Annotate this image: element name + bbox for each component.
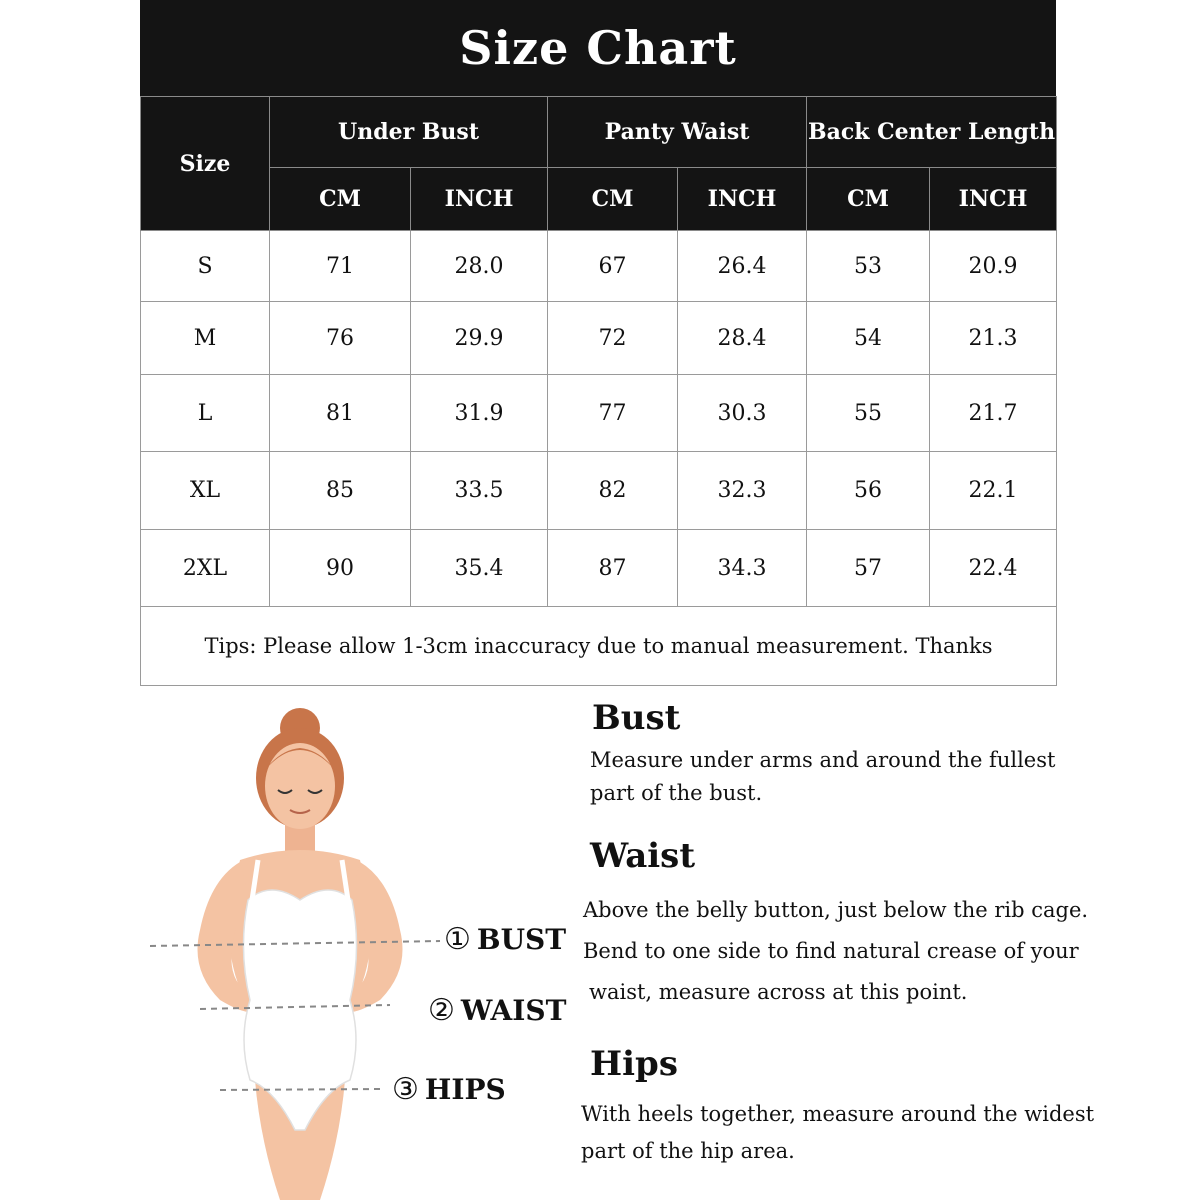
instruction-line: With heels together, measure around the widest	[581, 1102, 1095, 1126]
table-cell: 22.4	[930, 530, 1057, 607]
table-cell: 35.4	[411, 530, 548, 607]
waist-instructions	[583, 900, 1088, 1003]
table-cell: 57	[807, 530, 930, 607]
face	[265, 743, 335, 829]
waist-number: ②	[428, 993, 455, 1028]
group-header-panty-waist: Panty Waist	[548, 97, 807, 168]
table-row	[141, 452, 1057, 530]
size-cell: M	[141, 302, 270, 375]
table-cell: 56	[807, 452, 930, 530]
hips-label-text: HIPS	[424, 1073, 506, 1106]
instruction-line: part of the hip area.	[581, 1139, 795, 1163]
waist-label-text: WAIST	[460, 994, 567, 1027]
table-cell: 20.9	[930, 231, 1057, 302]
waist-title: Waist	[590, 836, 696, 876]
table-cell: 87	[548, 530, 678, 607]
table-cell: 82	[548, 452, 678, 530]
unit-header: CM	[548, 168, 678, 231]
woman-figure-icon	[140, 700, 460, 1200]
bust-instructions	[590, 750, 1055, 804]
table-row	[141, 375, 1057, 452]
table-cell: 85	[270, 452, 411, 530]
table-row	[141, 231, 1057, 302]
tips-row	[141, 607, 1057, 686]
hips-instructions	[581, 1104, 1094, 1162]
table-cell: 32.3	[678, 452, 807, 530]
table-cell: 90	[270, 530, 411, 607]
hips-number: ③	[392, 1072, 419, 1107]
table-cell: 28.4	[678, 302, 807, 375]
table-cell: 55	[807, 375, 930, 452]
table-cell: 22.1	[930, 452, 1057, 530]
instruction-line: waist, measure across at this point.	[589, 980, 968, 1004]
table-cell: 81	[270, 375, 411, 452]
unit-header: CM	[807, 168, 930, 231]
instruction-line: Above the belly button, just below the rib cage.	[583, 898, 1089, 922]
table-cell: 30.3	[678, 375, 807, 452]
table-cell: 72	[548, 302, 678, 375]
instruction-line: Bend to one side to find natural crease of your	[583, 939, 1079, 963]
table-cell: 21.3	[930, 302, 1057, 375]
chart-title: Size Chart	[140, 0, 1056, 96]
table-row	[141, 302, 1057, 375]
bust-label-text: BUST	[476, 923, 567, 956]
instruction-line: part of the bust.	[590, 781, 763, 805]
table-cell: 21.7	[930, 375, 1057, 452]
table-cell: 71	[270, 231, 411, 302]
size-cell: L	[141, 375, 270, 452]
instruction-line: Measure under arms and around the fullest	[590, 748, 1056, 772]
size-header: Size	[141, 97, 270, 231]
unit-header: INCH	[411, 168, 548, 231]
table-cell: 29.9	[411, 302, 548, 375]
group-header-back-center-length: Back Center Length	[807, 97, 1057, 168]
bust-number: ①	[444, 922, 471, 957]
size-cell: S	[141, 231, 270, 302]
table-row	[141, 530, 1057, 607]
waist-label	[428, 993, 566, 1028]
table-cell: 76	[270, 302, 411, 375]
unit-header: INCH	[678, 168, 807, 231]
size-table	[140, 96, 1057, 686]
table-cell: 67	[548, 231, 678, 302]
unit-header: INCH	[930, 168, 1057, 231]
table-cell: 53	[807, 231, 930, 302]
table-cell: 77	[548, 375, 678, 452]
table-cell: 34.3	[678, 530, 807, 607]
table-cell: 54	[807, 302, 930, 375]
tips-text: Tips: Please allow 1-3cm inaccuracy due to manual measurement. Thanks	[141, 607, 1057, 686]
bust-title: Bust	[592, 698, 681, 738]
hips-title: Hips	[590, 1044, 678, 1084]
table-cell: 33.5	[411, 452, 548, 530]
hips-line	[220, 1089, 380, 1090]
hips-label	[392, 1072, 506, 1107]
unit-header: CM	[270, 168, 411, 231]
table-cell: 28.0	[411, 231, 548, 302]
size-cell: XL	[141, 452, 270, 530]
size-chart	[140, 0, 1056, 688]
size-cell: 2XL	[141, 530, 270, 607]
table-cell: 26.4	[678, 231, 807, 302]
bust-label	[444, 922, 566, 957]
body-measurement-illustration	[140, 700, 460, 1200]
table-cell: 31.9	[411, 375, 548, 452]
group-header-under-bust: Under Bust	[270, 97, 548, 168]
